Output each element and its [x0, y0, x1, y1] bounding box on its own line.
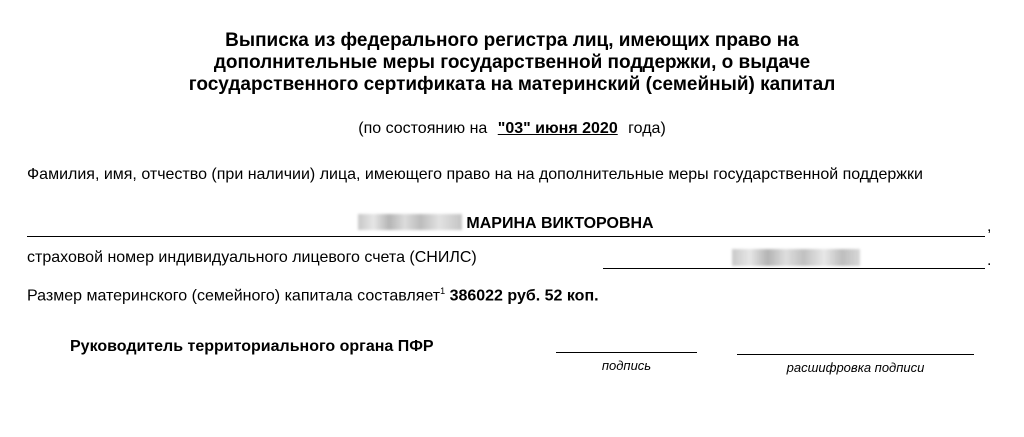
snils-label: страховой номер индивидуального лицевого счета (СНИЛС) — [27, 249, 477, 266]
person-name-field — [27, 214, 985, 233]
title-line-3: государственного сертификата на материнский (семейный) капитал — [188, 74, 836, 95]
person-name: МАРИНА ВИКТОРОВНА — [466, 215, 654, 232]
title-line-1: Выписка из федерального регистра лиц, имеющих право на — [225, 30, 799, 51]
capital-prefix: Размер материнского (семейного) капитала составляет — [27, 287, 441, 305]
signature-decode-caption: расшифровка подписи — [786, 360, 925, 375]
name-line-end: , — [987, 218, 992, 235]
redacted-snils — [732, 249, 860, 266]
as-of-suffix: года) — [628, 120, 666, 137]
capital-line — [27, 286, 599, 305]
as-of-date-line — [0, 120, 1024, 138]
redacted-surname — [358, 214, 462, 230]
capital-footnote: 1 — [440, 286, 446, 296]
head-of-office-label: Руководитель территориального органа ПФР — [70, 338, 434, 355]
snils-underline — [603, 268, 985, 269]
signature-line — [556, 352, 697, 353]
fio-label: Фамилия, имя, отчество (при наличии) лица, имеющего право на на дополнительные меры государственной поддержки — [27, 166, 923, 183]
name-underline — [27, 236, 985, 237]
title-line-2: дополнительные меры государственной поддержки, о выдаче — [213, 52, 811, 73]
as-of-date: "03" июня 2020 — [497, 120, 618, 137]
signature-decode-line — [737, 354, 974, 355]
as-of-prefix: (по состоянию на — [358, 120, 488, 137]
document-title — [0, 30, 1024, 96]
capital-amount: 386022 руб. 52 коп. — [449, 287, 599, 305]
snils-line-end: . — [987, 252, 992, 269]
signature-caption: подпись — [601, 358, 652, 373]
